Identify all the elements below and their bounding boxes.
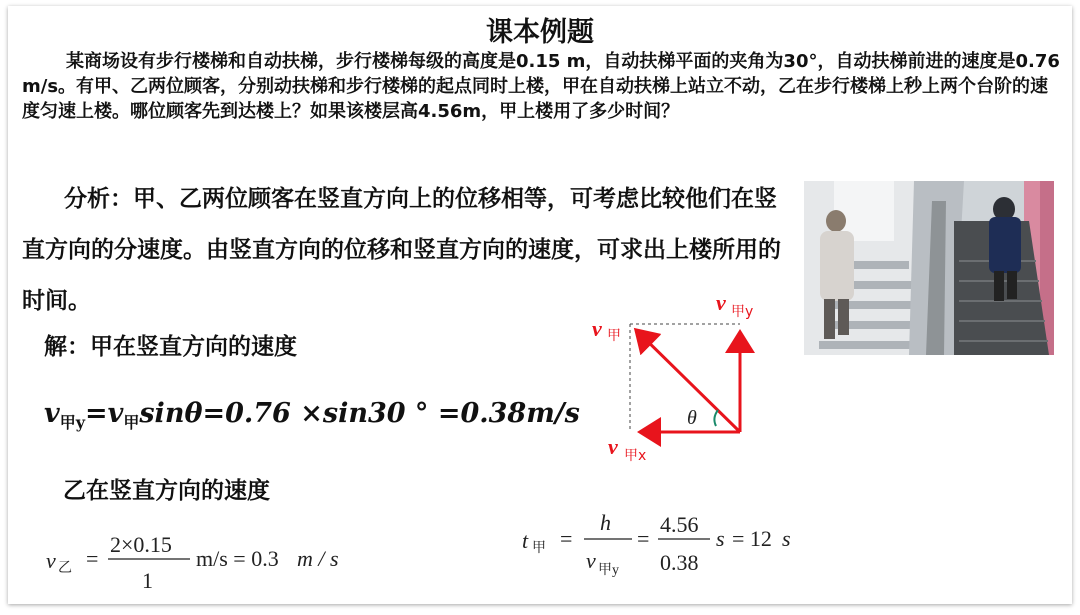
analysis-text-body: 分析：甲、乙两位顾客在竖直方向上的位移相等，可考虑比较他们在竖直方向的分速度。由竖直方向的位移和竖直方向的速度，可求出上楼所用的时间。 — [22, 186, 781, 314]
problem-text — [22, 49, 1062, 124]
eq3-den-sub: 甲y — [598, 563, 619, 578]
eq3-den2: 0.38 — [660, 550, 699, 575]
eq1-sub2: 甲 — [123, 413, 140, 432]
eq2-sub: 乙 — [58, 561, 72, 576]
problem-text-body: 某商场设有步行楼梯和自动扶梯，步行楼梯每级的高度是0.15 m，自动扶梯平面的夹角为30°，自动扶梯前进的速度是0.76 m/s。有甲、乙两位顾客，分别动扶梯和步行楼梯的起点同时上楼，甲在自动扶梯上站立不动，乙在步行楼梯上秒上两个台阶的速度匀速上楼。哪位顾客先到达楼上？如果该楼层高4.56m，甲上楼用了多少时间？ — [22, 51, 1060, 122]
svg-text:=: = — [86, 546, 99, 571]
eq3-h: h — [600, 510, 611, 535]
svg-text:=: = — [637, 526, 650, 551]
eq1-sub1: 甲y — [59, 413, 86, 432]
eq3-result-var: s — [716, 526, 725, 551]
eq2-numerator: 2×0.15 — [110, 532, 172, 557]
label-v-jia-sub: 甲 — [607, 328, 621, 344]
svg-text:=: = — [560, 526, 573, 551]
eq3-num2: 4.56 — [660, 512, 699, 537]
label-v-jia-y-sub: 甲y — [731, 304, 754, 320]
eq3-result-unit: s — [782, 526, 791, 551]
escalator-photo — [804, 181, 1054, 355]
label-v-jia-x: v — [608, 434, 618, 459]
eq3-sub: 甲 — [532, 541, 546, 556]
eq1-v: v — [44, 398, 60, 429]
equation-vy — [44, 398, 580, 433]
eq2-denominator: 1 — [142, 568, 153, 593]
eq1-v2: v — [107, 398, 124, 429]
eq2-v: v — [46, 548, 56, 573]
eq2-unit-result: m/s = 0.3 — [196, 546, 279, 571]
eq1-eq: = — [85, 398, 108, 429]
equation-t-jia — [520, 506, 820, 586]
label-v-jia-x-sub: 甲x — [624, 448, 647, 464]
label-v-jia-y: v — [716, 290, 726, 315]
velocity-diagram — [588, 288, 788, 468]
eq3-t: t — [522, 528, 529, 553]
page-title: 课本例题 — [486, 17, 594, 48]
eq2-result-unit: m / s — [297, 546, 339, 571]
eq3-result: = 12 — [732, 526, 772, 551]
solution-heading: 解：甲在竖直方向的速度 — [44, 334, 297, 360]
eq1-rest: sinθ=0.76 ×sin30 ° =0.38m/s — [139, 398, 580, 429]
theta-label: θ — [687, 407, 697, 429]
eq3-den-v: v — [586, 548, 596, 573]
label-v-jia: v — [592, 316, 602, 341]
theta-arc — [714, 410, 718, 426]
equation-v-yi — [44, 526, 374, 596]
slide — [8, 6, 1072, 604]
yi-heading: 乙在竖直方向的速度 — [63, 478, 270, 504]
